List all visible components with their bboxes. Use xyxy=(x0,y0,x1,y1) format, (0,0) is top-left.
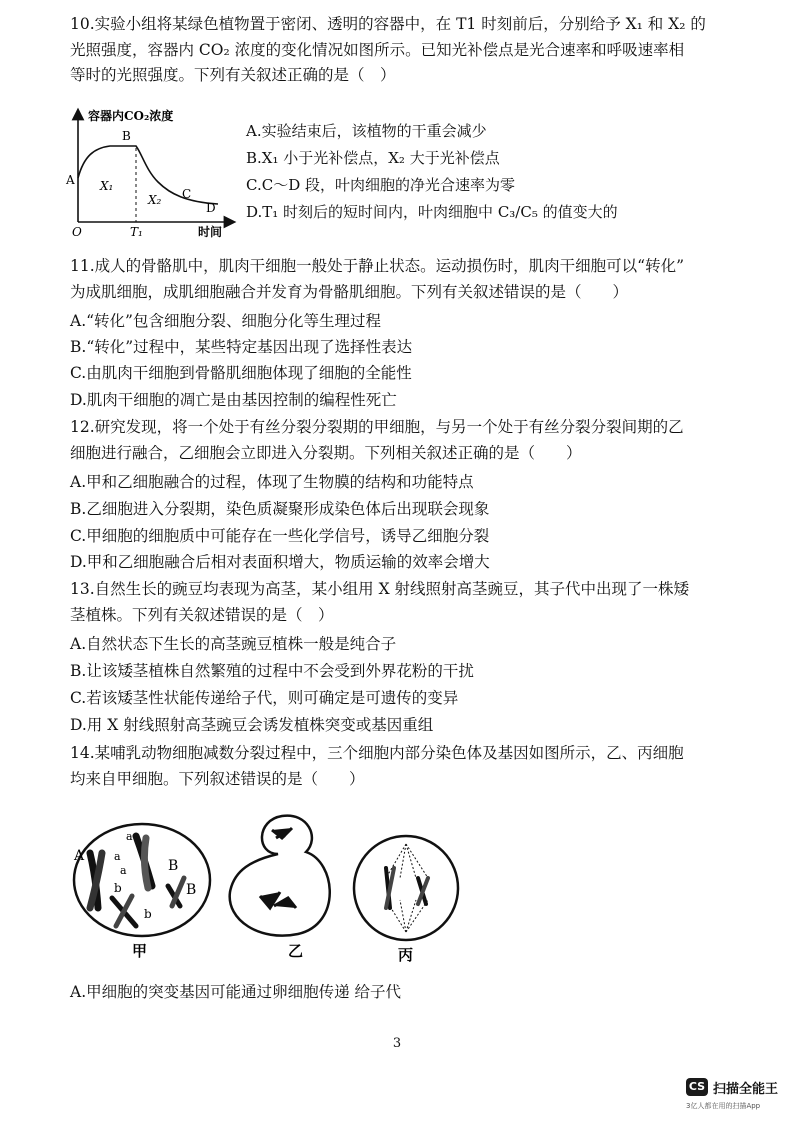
question-line: 10.实验小组将某绿色植物置于密闭、透明的容器中，在 T1 时刻前后，分别给予 X₁ 和 X₂ 的 xyxy=(70,15,706,33)
question-line: 12.研究发现，将一个处于有丝分裂分裂期的甲细胞，与另一个处于有丝分裂分裂间期的乙 xyxy=(70,418,684,436)
x1-label: X₁ xyxy=(100,179,114,193)
question-10-option-c[interactable]: C.C～D 段，叶肉细胞的净光合速率为零 xyxy=(246,176,515,194)
question-line: 细胞进行融合，乙细胞会立即进入分裂期。下列相关叙述正确的是（ ） xyxy=(70,443,582,462)
question-13-option-b[interactable]: B.让该矮茎植株自然繁殖的过程中不会受到外界花粉的干扰 xyxy=(70,662,474,680)
question-12-stem xyxy=(70,415,740,466)
question-12-option-b[interactable]: B.乙细胞进入分裂期，染色质凝聚形成染色体后出现联会现象 xyxy=(70,500,490,518)
question-line: 为成肌细胞，成肌细胞融合并发育为骨骼肌细胞。下列有关叙述错误的是（ ） xyxy=(70,282,629,301)
t1-label: T₁ xyxy=(130,225,143,239)
cell-yi-label: 乙 xyxy=(288,942,304,960)
gene-label: B xyxy=(168,858,179,874)
question-line: 13.自然生长的豌豆均表现为高茎，某小组用 X 射线照射高茎豌豆，其子代中出现了一株矮 xyxy=(70,580,690,598)
question-13-option-c[interactable]: C.若该矮茎性状能传递给子代，则可确定是可遗传的变异 xyxy=(70,689,459,707)
cell-jia-label: 甲 xyxy=(132,942,148,960)
question-14-stem xyxy=(70,741,740,792)
gene-label: B xyxy=(186,882,197,898)
gene-label: b xyxy=(114,881,122,895)
meiosis-cells-figure xyxy=(60,808,480,968)
gene-label: a xyxy=(114,850,121,863)
gene-label: A xyxy=(74,848,85,864)
point-a-label: A xyxy=(66,173,75,187)
x-axis-label: 时间 xyxy=(198,225,223,239)
cell-bing xyxy=(354,836,458,940)
question-10-option-b[interactable]: B.X₁ 小于光补偿点，X₂ 大于光补偿点 xyxy=(246,149,500,167)
cell-jia xyxy=(73,824,210,936)
gene-label: b xyxy=(144,907,152,921)
camscanner-logo-icon: CS xyxy=(686,1078,708,1096)
question-line: 茎植株。下列有关叙述错误的是（ ） xyxy=(70,605,334,624)
watermark-subtitle: 3亿人都在用的扫描App xyxy=(686,1102,761,1110)
question-11-stem xyxy=(70,254,740,305)
question-line: 均来自甲细胞。下列叙述错误的是（ ） xyxy=(70,769,365,788)
question-12-option-a[interactable]: A.甲和乙细胞融合的过程，体现了生物膜的结构和功能特点 xyxy=(70,473,474,491)
question-11-option-d[interactable]: D.肌肉干细胞的凋亡是由基因控制的编程性死亡 xyxy=(70,391,397,409)
gene-label: a xyxy=(126,830,133,843)
question-line: 11.成人的骨骼肌中，肌肉干细胞一般处于静止状态。运动损伤时，肌肉干细胞可以“转化” xyxy=(70,257,685,275)
question-12-option-c[interactable]: C.甲细胞的细胞质中可能存在一些化学信号，诱导乙细胞分裂 xyxy=(70,527,490,545)
question-line: 光照强度，容器内 CO₂ 浓度的变化情况如图所示。已知光补偿点是光合速率和呼吸速率相 xyxy=(70,40,685,59)
watermark-name: 扫描全能王 xyxy=(713,1082,779,1097)
question-10-stem xyxy=(70,12,740,89)
question-14-option-a[interactable]: A.甲细胞的突变基因可能通过卵细胞传递 给子代 xyxy=(70,983,402,1001)
question-13-option-d[interactable]: D.用 X 射线照射高茎豌豆会诱发植株突变或基因重组 xyxy=(70,716,434,734)
question-10-option-a[interactable]: A.实验结束后，该植物的干重会减少 xyxy=(246,122,487,140)
cell-yi xyxy=(230,816,330,936)
question-11-option-b[interactable]: B.“转化”过程中，某些特定基因出现了选择性表达 xyxy=(70,338,413,356)
point-c-label: C xyxy=(182,187,192,201)
point-b-label: B xyxy=(122,129,131,143)
cell-bing-label: 丙 xyxy=(398,946,414,964)
co2-concentration-graph xyxy=(58,104,238,240)
question-line: 14.某哺乳动物细胞减数分裂过程中，三个细胞内部分染色体及基因如图所示，乙、丙细胞 xyxy=(70,744,684,762)
question-12-option-d[interactable]: D.甲和乙细胞融合后相对表面积增大，物质运输的效率会增大 xyxy=(70,553,490,571)
question-13-stem xyxy=(70,577,740,628)
question-11-option-a[interactable]: A.“转化”包含细胞分裂、细胞分化等生理过程 xyxy=(70,312,381,330)
question-10-option-d[interactable]: D.T₁ 时刻后的短时间内，叶肉细胞中 C₃/C₅ 的值变大的 xyxy=(246,203,618,221)
point-d-label: D xyxy=(206,201,216,215)
question-line: 等时的光照强度。下列有关叙述正确的是（ ） xyxy=(70,66,396,84)
origin-label: O xyxy=(72,225,82,239)
x2-label: X₂ xyxy=(148,193,162,207)
y-axis-label: 容器内CO₂浓度 xyxy=(88,109,174,123)
question-11-option-c[interactable]: C.由肌肉干细胞到骨骼肌细胞体现了细胞的全能性 xyxy=(70,364,412,382)
question-13-option-a[interactable]: A.自然状态下生长的高茎豌豆植株一般是纯合子 xyxy=(70,635,397,653)
gene-label: a xyxy=(120,864,127,877)
page-number: 3 xyxy=(392,1036,402,1051)
